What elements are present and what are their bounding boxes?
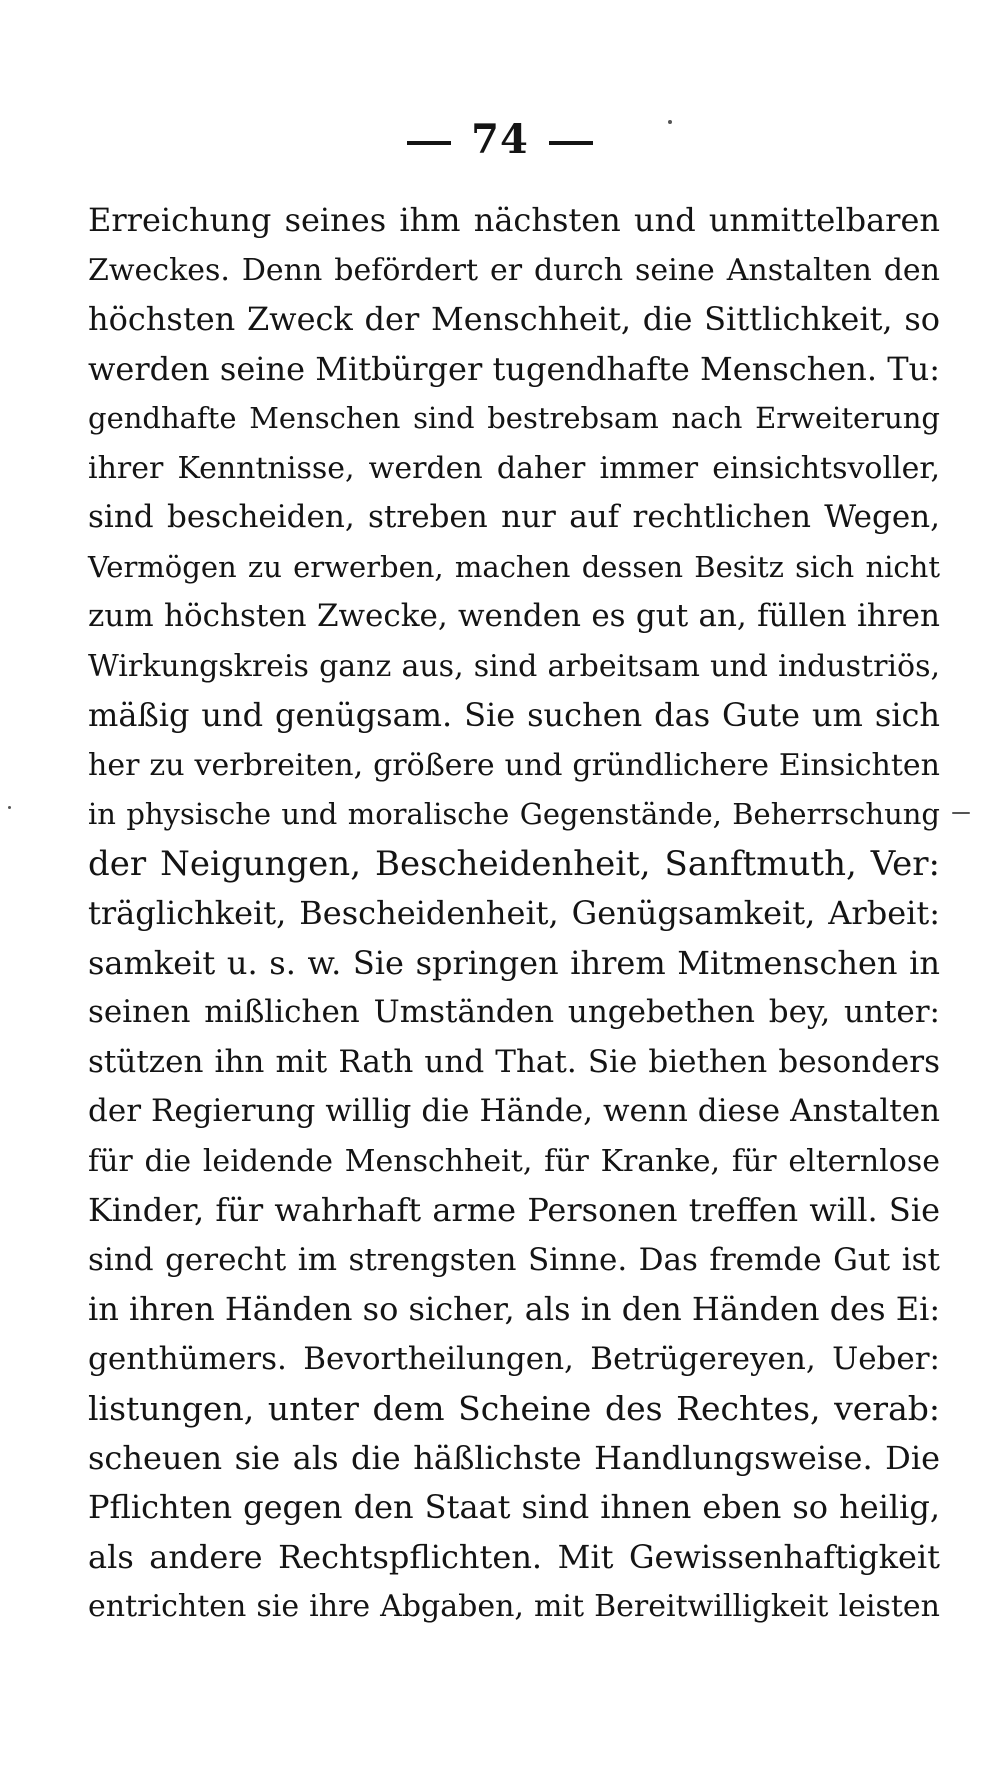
text-line: träglichkeit, Bescheidenheit, Genügsamkeit, Arbeit: [88,894,940,932]
text-line: stützen ihn mit Rath und That. Sie biethen besonders [88,1043,940,1080]
text-line: als andere Rechtspflichten. Mit Gewissenhaftigkeit [88,1537,940,1576]
body-text [88,196,940,1632]
text-line: werden seine Mitbürger tugendhafte Menschen. Tu: [88,349,940,388]
scan-speck [668,120,672,124]
text-line: höchsten Zweck der Menschheit, die Sittlichkeit, so [88,300,940,338]
text-line: mäßig und genügsam. Sie suchen das Gute um sich [88,696,940,734]
text-line: sind gerecht im strengsten Sinne. Das fremde Gut ist [88,1241,940,1278]
text-line: in physische und moralische Gegenstände, Beherrschung [88,797,940,831]
text-line: Vermögen zu erwerben, machen dessen Besitz sich nicht [88,549,940,584]
scan-speck [8,806,11,809]
text-line: sind bescheiden, streben nur auf rechtlichen Wegen, [88,499,940,535]
right-dash-ornament [549,141,593,145]
scan-speck [952,812,970,814]
text-line: entrichten sie ihre Abgaben, mit Bereitwilligkeit leisten [88,1589,940,1624]
text-line: gendhafte Menschen sind bestrebsam nach Erweiterung [88,401,940,435]
text-line: in ihren Händen so sicher, als in den Händen des Ei: [88,1290,941,1328]
text-line: genthümers. Bevortheilungen, Betrügereyen, Ueber: [88,1340,940,1377]
text-line: der Regierung willig die Hände, wenn diese Anstalten [88,1093,940,1129]
left-dash-ornament [407,141,451,145]
text-line: Erreichung seines ihm nächsten und unmittelbaren [88,201,940,239]
text-line: Kinder, für wahrhaft arme Personen treffen will. Sie [88,1191,940,1229]
text-line: Wirkungskreis ganz aus, sind arbeitsam und industriös, [88,648,940,684]
page-number: 74 [471,116,529,163]
text-line: scheuen sie als die häßlichste Handlungsweise. Die [88,1438,940,1477]
page-header [0,112,1000,168]
text-line: listungen, unter dem Scheine des Rechtes, verab: [88,1389,940,1428]
text-line: ihrer Kenntnisse, werden daher immer einsichtsvoller, [88,450,940,486]
text-line: zum höchsten Zwecke, wenden es gut an, füllen ihren [88,598,940,634]
text-line: der Neigungen, Bescheidenheit, Sanftmuth, Ver: [88,843,940,884]
text-line: her zu verbreiten, größere und gründlichere Einsichten [88,747,940,783]
text-line: Pflichten gegen den Staat sind ihnen eben so heilig, [88,1488,940,1526]
text-line: Zweckes. Denn befördert er durch seine Anstalten den [88,252,940,288]
text-line: seinen mißlichen Umständen ungebethen bey, unter: [88,994,940,1030]
text-line: samkeit u. s. w. Sie springen ihrem Mitmenschen in [88,943,940,982]
text-line: für die leidende Menschheit, für Kranke, für elternlose [88,1143,940,1179]
